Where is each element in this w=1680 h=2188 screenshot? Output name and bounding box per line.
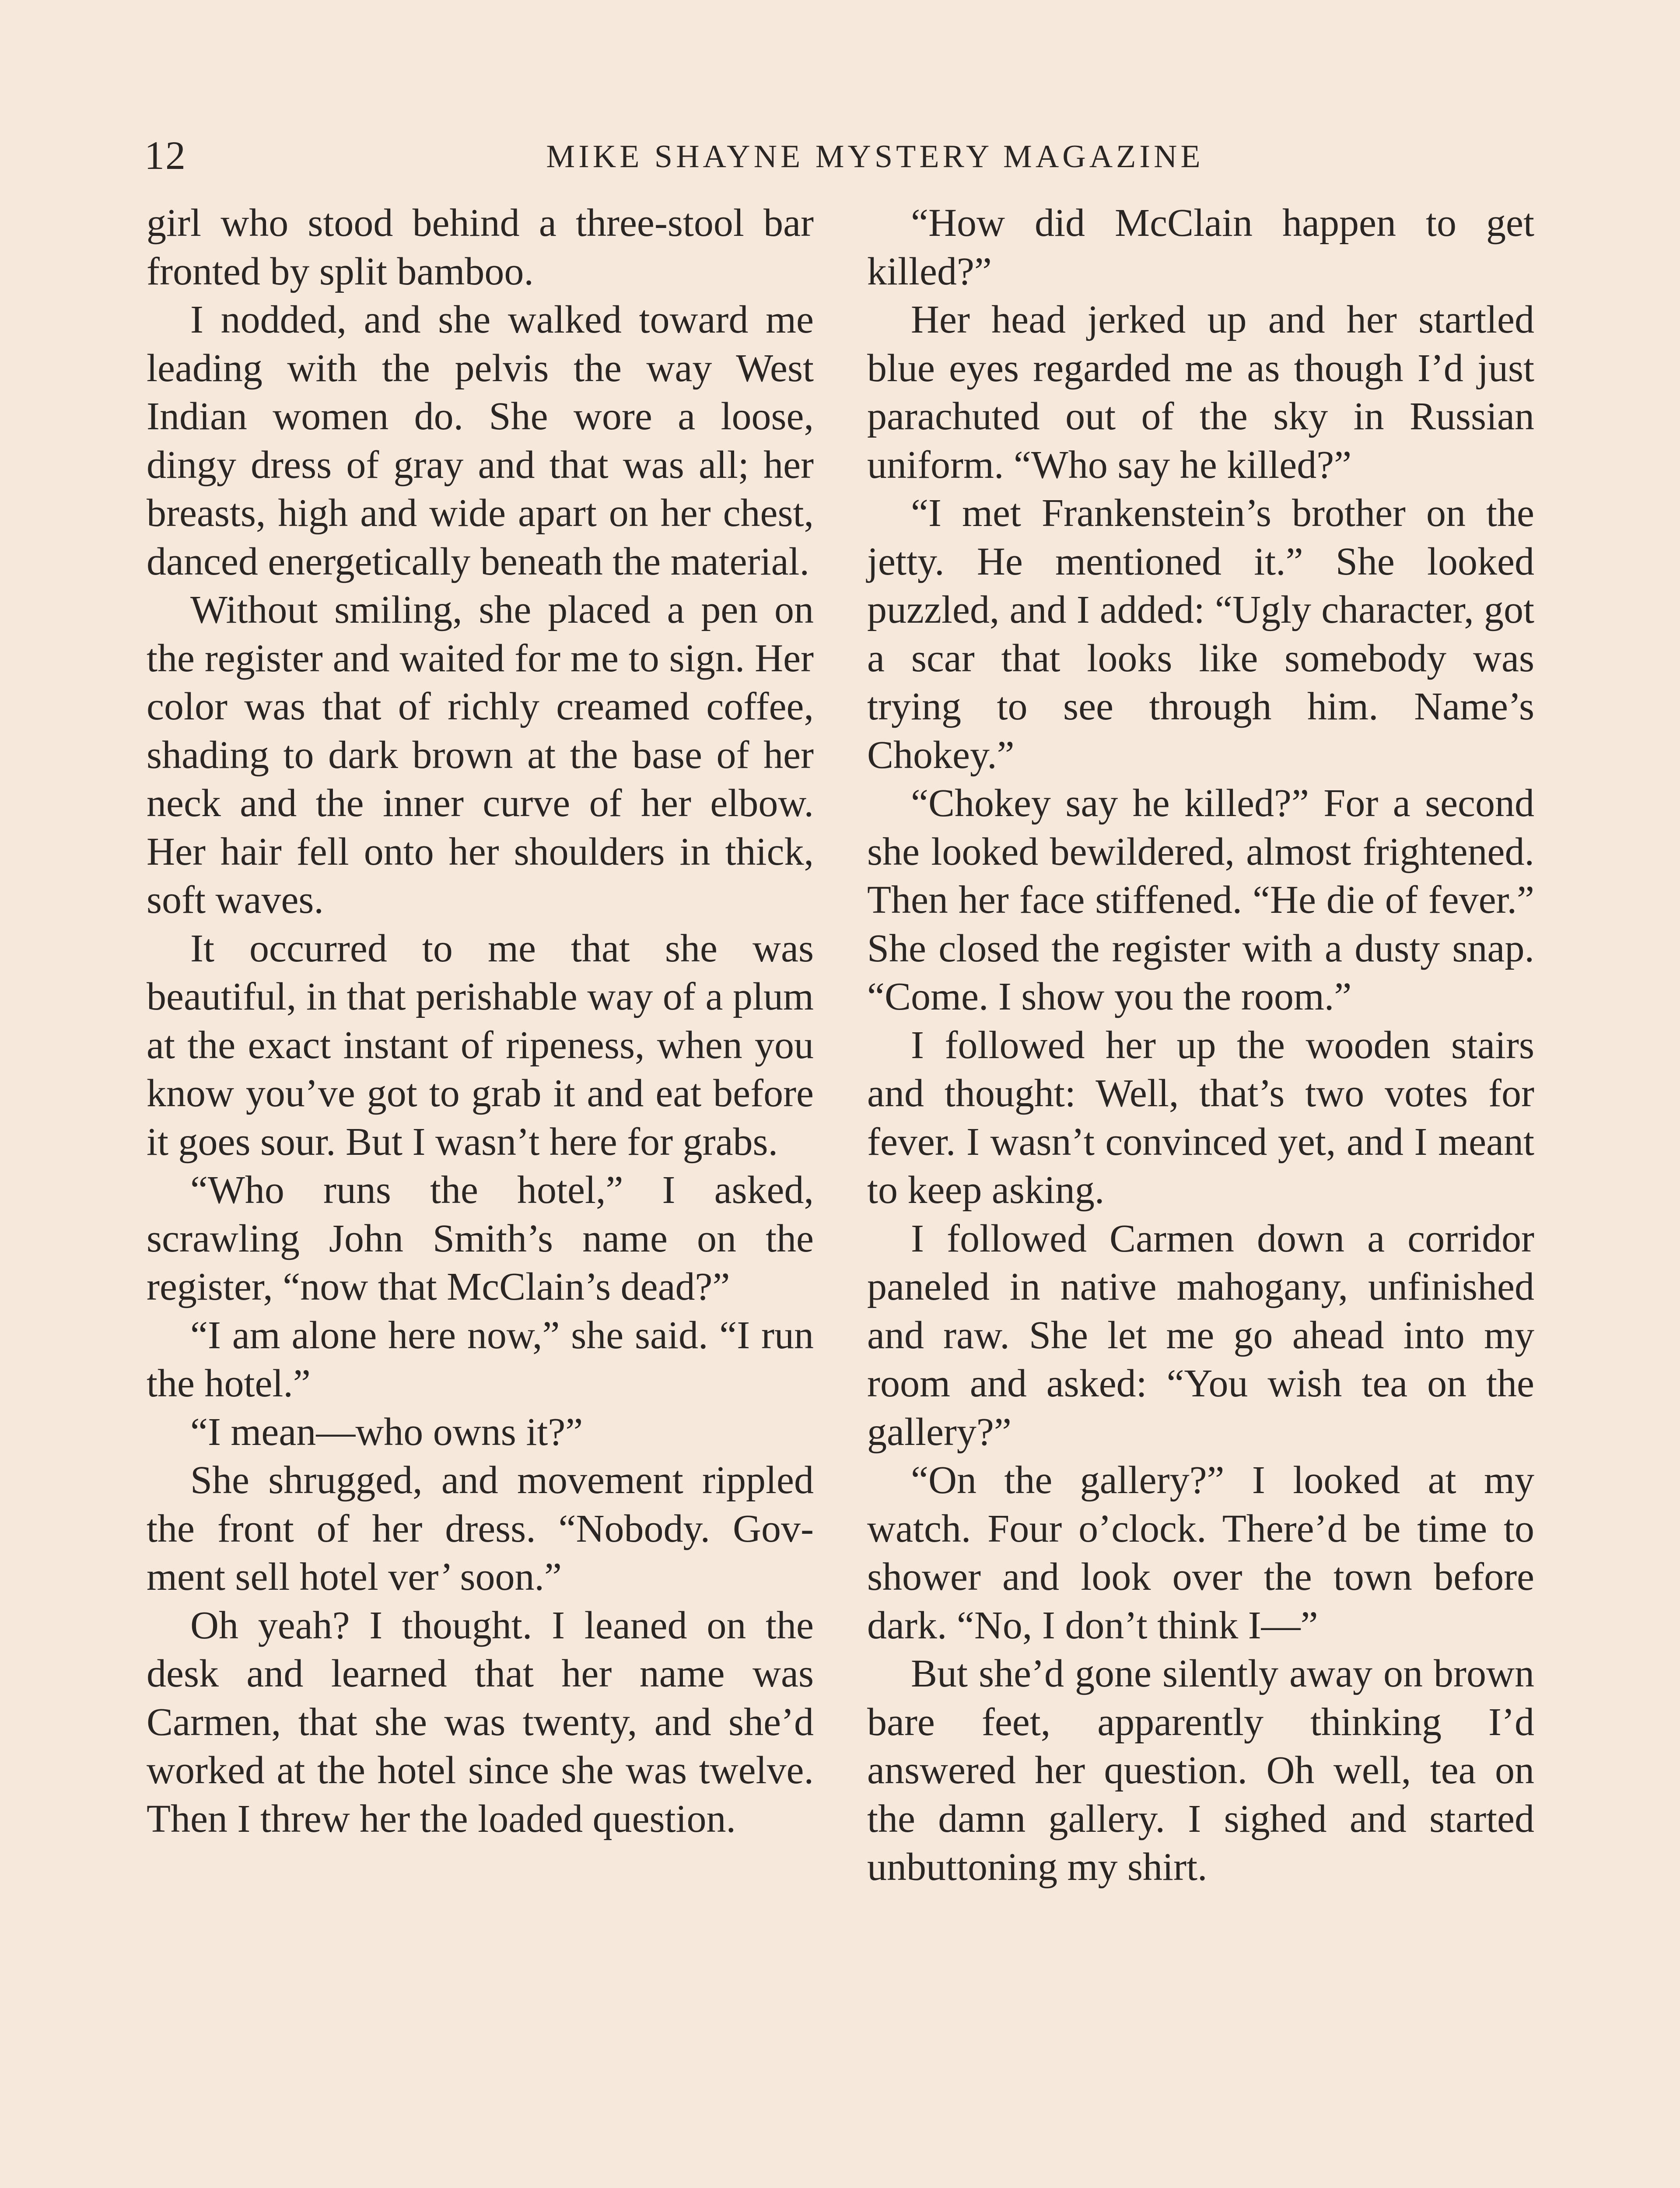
page-header [144,131,1536,179]
text-column-right [867,199,1534,1892]
paragraph: But she’d gone silently away on brown bare feet, apparently thinking I’d answered her question. Oh well, tea on the damn gallery. I sighed and started unbuttoning my shirt. [867,1652,1534,1889]
paragraph: “I am alone here now,” she said. “I run the hotel.” [147,1313,814,1405]
paragraph: I followed her up the wooden stairs and thought: Well, that’s two votes for fever. I wasn’t convinced yet, and I meant to keep asking. [867,1023,1534,1212]
text-column-left [147,199,814,1843]
paragraph: I followed Carmen down a corridor paneled in native mahogany, unfinished and raw. She let me go ahead into my room and asked: “You wish tea on the gallery?” [867,1217,1534,1454]
paragraph: “I met Frankenstein’s brother on the jetty. He mentioned it.” She looked puzzled, and I added: “Ugly character, got a scar that looks like somebody was trying to see through him. Name’s Chokey.” [867,491,1534,777]
paragraph: “On the gallery?” I looked at my watch. Four o’clock. There’d be time to shower and look over the town before dark. “No, I don’t think I—” [867,1459,1534,1647]
paragraph: “I mean—who owns it?” [190,1410,583,1454]
paragraph: girl who stood behind a three-stool bar fronted by split bamboo. [147,201,814,293]
paragraph: Without smiling, she placed a pen on the register and waited for me to sign. Her color was that of richly creamed coffee, shading to dark brown at the base of her neck and the inner curve of her elbow. Her hair fell onto her shoulders in thick, soft waves. [147,588,814,922]
paragraph: “How did McClain happen to get killed?” [867,201,1534,293]
paragraph: Her head jerked up and her startled blue eyes regarded me as though I’d just parachuted out of the sky in Russian uniform. “Who say he killed?” [867,298,1534,487]
page-number: 12 [144,133,186,178]
paragraph: “Who runs the hotel,” I asked, scrawling John Smith’s name on the register, “now that McClain’s dead?” [147,1168,814,1308]
paragraph: Oh yeah? I thought. I leaned on the desk and learned that her name was Carmen, that she was twenty, and she’d worked at the hotel since she was twelve. Then I threw her the loaded question. [147,1603,814,1841]
paragraph: “Chokey say he killed?” For a second she looked bewildered, almost frightened. Then her face stiffened. “He die of fever.” She closed the register with a dusty snap. “Come. I show you the room.” [867,782,1534,1018]
paragraph: It occurred to me that she was beautiful, in that perishable way of a plum at the exact instant of ripeness, when you know you’ve got to grab it and eat before it goes sour. But I wasn’t here for grabs. [147,926,814,1164]
paragraph: She shrugged, and movement rippled the front of her dress. “Nobody. Gov-ment sell hotel ver’ soon.” [147,1459,814,1599]
paragraph: I nodded, and she walked toward me leading with the pelvis the way West Indian women do. She wore a loose, dingy dress of gray and that was all; her breasts, high and wide apart on her chest, danced energetically beneath the material. [147,298,814,583]
running-title: MIKE SHAYNE MYSTERY MAGAZINE [546,139,1204,175]
